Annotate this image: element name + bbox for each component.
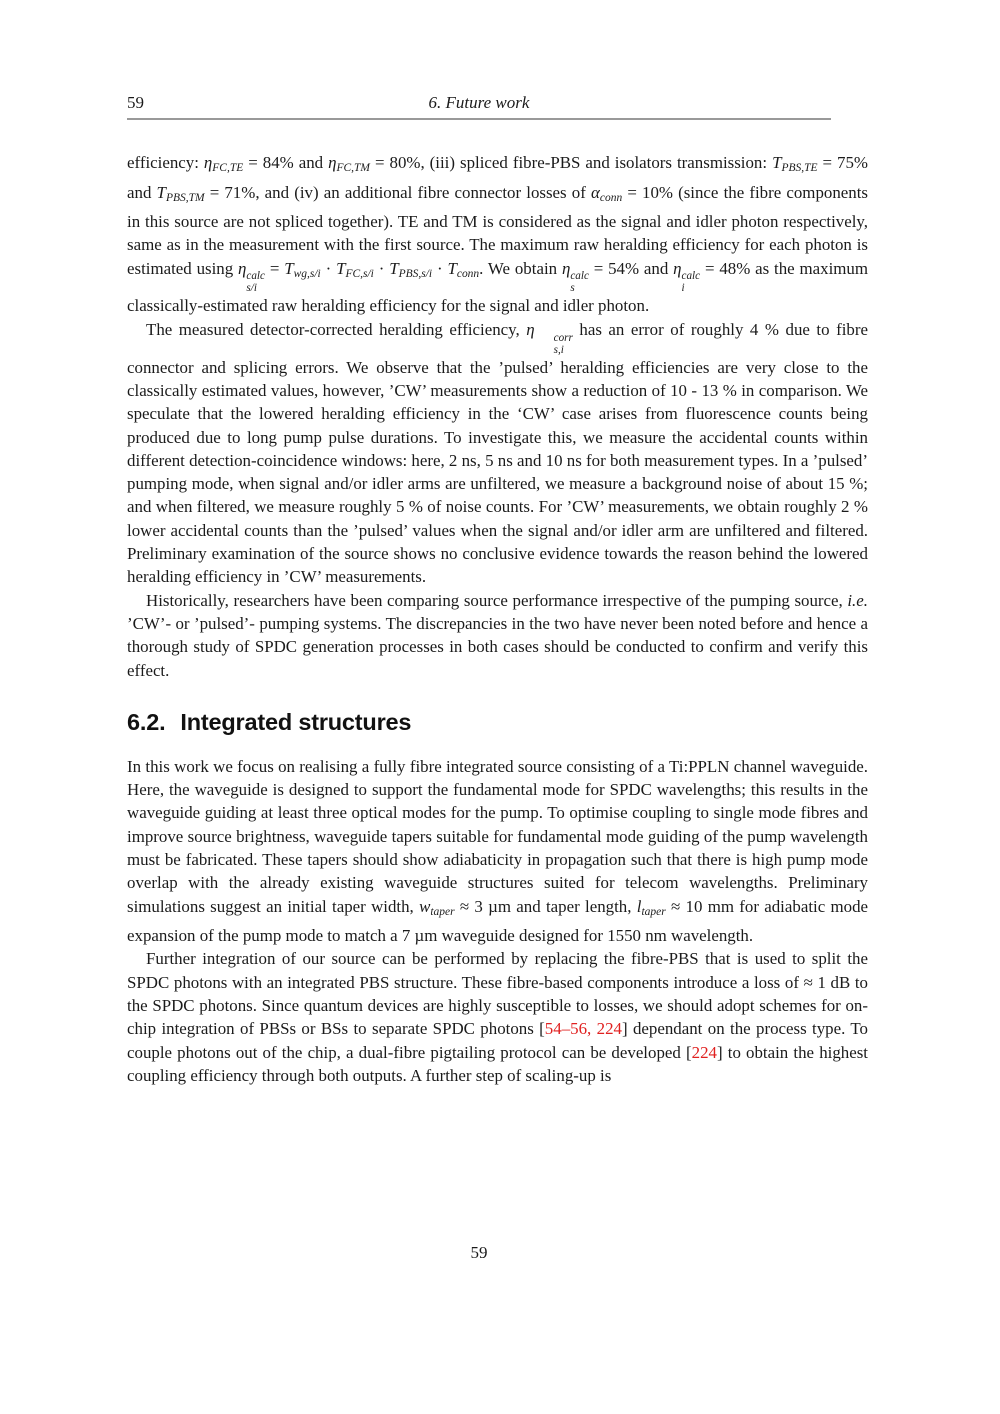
text-run: efficiency: (127, 153, 204, 172)
text-run: l (636, 896, 642, 916)
text-run: η (561, 258, 571, 278)
section-number: 6.2. (127, 708, 166, 735)
text-run: In this work we focus on realising a fully fibre integrated source consisting of a Ti:PPLN channel waveguide. Here, the waveguide is designed to support the fundamental mode for SPDC wavelengths; this results in the waveguide guiding at least three optical modes for the pump. To optimise coupling to single mode fibres and improve source brightness, waveguide tapers suitable for fundamental mode guiding of the pump wavelength must be fabricated. These tapers should show adiabaticity in propagation such that there is high pump mode overlap with the already existing waveguide structures suited for telecom wavelengths. Preliminary simulations suggest an initial taper width, (127, 756, 868, 916)
paragraph (127, 318, 868, 589)
paragraph (127, 755, 868, 948)
text-run: conn (599, 191, 623, 204)
text-run: = 48% as the maximum classically-estimated raw heralding efficiency for the signal and idler photon. (127, 258, 869, 316)
text-run: FC,TM (336, 162, 370, 175)
math-sup-sub: calc i (681, 270, 701, 295)
text-run: . We obtain (479, 258, 562, 278)
text-run: w (419, 896, 431, 916)
text-run: ] (621, 1019, 628, 1039)
text-run: η (673, 258, 682, 278)
text-run: [ (686, 1042, 692, 1062)
paragraph (127, 151, 868, 318)
text-run: FC,TE (212, 162, 244, 175)
text-run: PBS,TE (781, 162, 818, 175)
text-run: = 54% and (588, 258, 674, 278)
text-run: dependant on the process type. To couple photons out of the chip, a dual-fibre pigtailing protocol can be developed (127, 1019, 868, 1062)
text-run: Further integration of our source can be performed by replacing the fibre-PBS that is used to split the SPDC photons with an integrated PBS structure. These fibre-based components introduce a loss of ≈ 1 dB to the SPDC photons. Since quantum devices are highly susceptible to losses, we should adopt schemes for on-chip integration of PBSs or BSs to separate SPDC photons (127, 949, 868, 1039)
text-run: ≈ 10 mm for adiabatic mode expansion of the pump mode to match a 7 µm waveguide designed for 1550 nm wavelength. (127, 896, 869, 946)
section-heading (127, 709, 868, 736)
paragraph (127, 589, 868, 682)
text-run: conn (456, 267, 480, 280)
text-run: T (336, 258, 346, 278)
text-run: PBS,s/i (398, 267, 433, 280)
text-run: T (772, 153, 782, 172)
header-page-number: 59 (127, 93, 144, 112)
text-run: = 75% and (127, 153, 869, 202)
text-run: = 10% (since the fibre components in this source are not spliced together). TE and TM is considered as the signal and idler photon respectively, same as in the measurement with the first source. The maximum raw heralding efficiency for each photon is estimated using (127, 182, 868, 278)
text-run: T (389, 258, 399, 278)
text-run: FC,s/i (345, 267, 374, 280)
page-footer (127, 1243, 831, 1263)
text-run: T (284, 258, 294, 278)
math-sup-sub: calc s (570, 270, 589, 295)
text-run: T (156, 182, 166, 202)
text-run: · (320, 258, 337, 278)
text-run: Historically, researchers have been comparing source performance irrespective of the pumping source, (146, 590, 848, 610)
math-sup-sub: calc s/i (246, 270, 265, 295)
citation-link[interactable]: 54–56, 224 (544, 1019, 622, 1039)
text-run: ≈ 3 µm and taper length, (454, 896, 637, 916)
text-run: PBS,TM (165, 191, 205, 204)
text-run: T (447, 258, 457, 278)
citation-link[interactable]: 224 (691, 1042, 717, 1062)
text-run: · (373, 258, 390, 278)
text-run: · (432, 258, 448, 278)
text-run: = (264, 258, 285, 278)
math-sup-sub: corr s,i (553, 331, 573, 356)
text-run: = 71%, and (iv) an additional fibre connector losses of (204, 182, 591, 202)
text-run: taper (430, 905, 455, 918)
text-run: η (203, 153, 213, 172)
text-run: ’CW’- or ’pulsed’- pumping systems. The discrepancies in the two have never been noted before and hence a thorough study of SPDC generation processes in both cases should be conducted to confirm and verify this effect. (127, 613, 868, 680)
text-run: has an error of roughly 4 % due to fibre connector and splicing errors. We observe that the ’pulsed’ heralding efficiencies are very close to the classically estimated values, however, ’CW’ measurements show a reduction of 10 - 13 % in comparison. We speculate that the lowered heralding efficiency in the ‘CW’ case arises from fluorescence counts being produced due to long pump pulse durations. To investigate this, we measure the accidental counts within different detection-coincidence windows: here, 2 ns, 5 ns and 10 ns for both measurement types. In a ’pulsed’ pumping mode, when signal and/or idler arms are unfiltered, we measure a background noise of about 15 %; and when filtered, we measure roughly 5 % of noise counts. For ’CW’ measurements, we obtain roughly 2 % lower accidental counts than the ’pulsed’ values when the signal and/or idler arm are unfiltered and filtered. Preliminary examination of the source shows no conclusive evidence towards the reason behind the lowered heralding efficiency in ’CW’ measurements. (127, 319, 868, 587)
text-run: ] (716, 1042, 723, 1062)
header-chapter-title: 6. Future work (428, 93, 530, 112)
text-run: α (590, 182, 600, 202)
header-row (127, 93, 831, 115)
text-run: = 84% and (243, 153, 329, 172)
footer-page-number: 59 (470, 1243, 488, 1262)
text-run: i.e. (847, 590, 868, 610)
running-header (127, 93, 831, 120)
text-run: taper (641, 905, 666, 918)
text-run: = 80%, (iii) spliced fibre-PBS and isolators transmission: (369, 153, 773, 172)
text-run: to obtain the highest coupling efficiency through both outputs. A further step of scaling-up is (127, 1042, 868, 1085)
page-body (127, 151, 868, 1087)
paragraph (127, 947, 868, 1087)
text-run: wg,s/i (293, 267, 321, 280)
text-run: η (328, 153, 337, 172)
text-run: [ (539, 1019, 545, 1039)
section-title: Integrated structures (180, 708, 412, 735)
text-run: η (526, 319, 535, 339)
text-run: η (238, 258, 247, 278)
text-run: The measured detector-corrected heralding efficiency, (146, 319, 527, 339)
